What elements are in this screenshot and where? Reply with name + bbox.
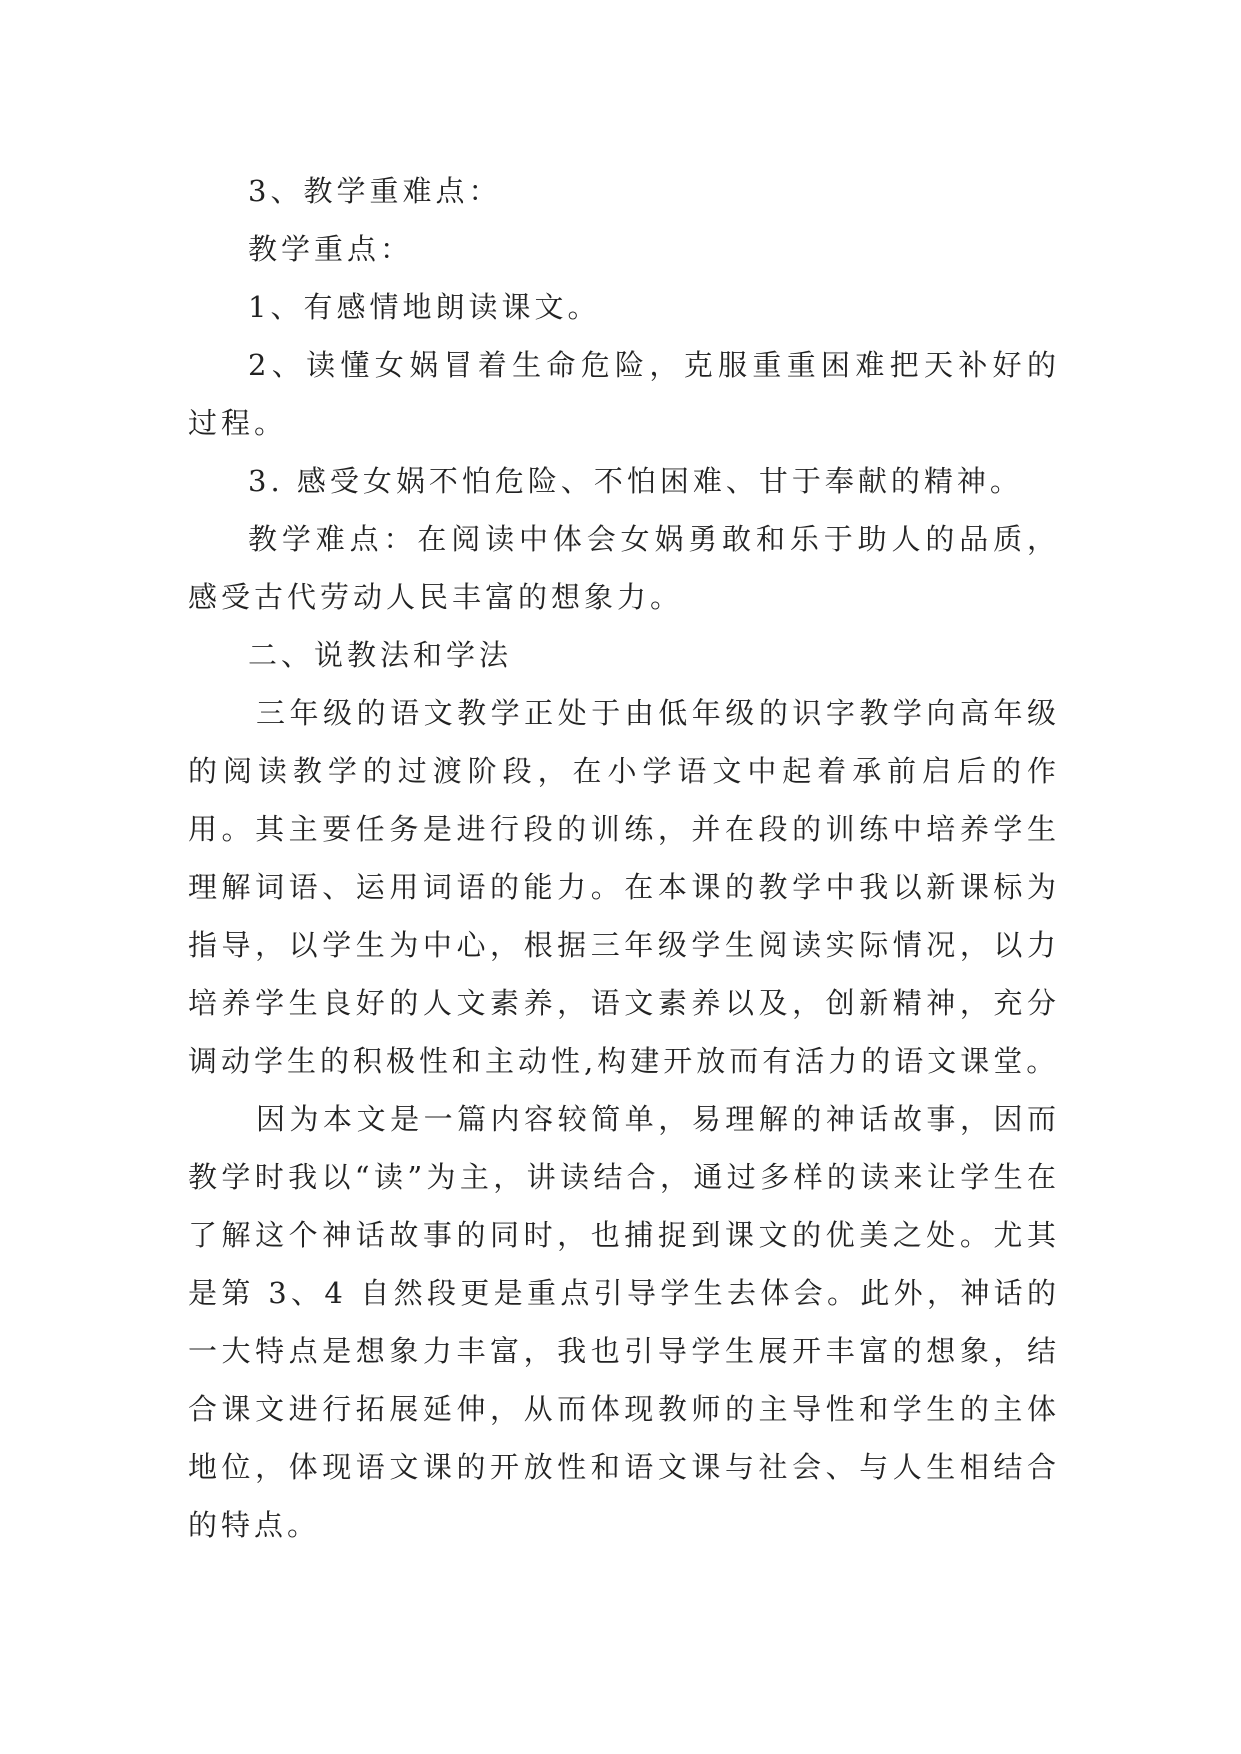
subheading-teaching-focus: 教学重点： [248, 232, 414, 266]
focus-item-3: 3. 感受女娲不怕危险、不怕困难、甘于奉献的精神。 [248, 464, 1023, 498]
document-body [188, 162, 1060, 1554]
focus-item-2: 2、读懂女娲冒着生命危险，克服重重困难把天补好的过程。 [188, 348, 1060, 440]
paragraph-methods-1: 三年级的语文教学正处于由低年级的识字教学向高年级的阅读教学的过渡阶段，在小学语文中起着承前启后的作用。其主要任务是进行段的训练，并在段的训练中培养学生理解词语、运用词语的能力。在本课的教学中我以新课标为指导，以学生为中心，根据三年级学生阅读实际情况，以力培养学生良好的人文素养，语文素养以及，创新精神，充分调动学生的积极性和主动性,构建开放而有活力的语文课堂。 [188, 696, 1060, 1078]
heading-key-points: 3、教学重难点： [248, 174, 502, 208]
focus-item-1: 1、有感情地朗读课文。 [248, 290, 601, 324]
paragraph-methods-2: 因为本文是一篇内容较简单，易理解的神话故事，因而教学时我以“读”为主，讲读结合，通过多样的读来让学生在了解这个神话故事的同时，也捕捉到课文的优美之处。尤其是第 3、4 自然段更是重点引导学生去体会。此外，神话的一大特点是想象力丰富，我也引导学生展开丰富的想象，结合课文进行拓展延伸，从而体现教师的主导性和学生的主体地位，体现语文课的开放性和语文课与社会、与人生相结合的特点。 [188, 1102, 1060, 1542]
section-heading-methods: 二、说教法和学法 [248, 638, 513, 672]
teaching-difficulty: 教学难点：在阅读中体会女娲勇敢和乐于助人的品质，感受古代劳动人民丰富的想象力。 [188, 522, 1060, 614]
